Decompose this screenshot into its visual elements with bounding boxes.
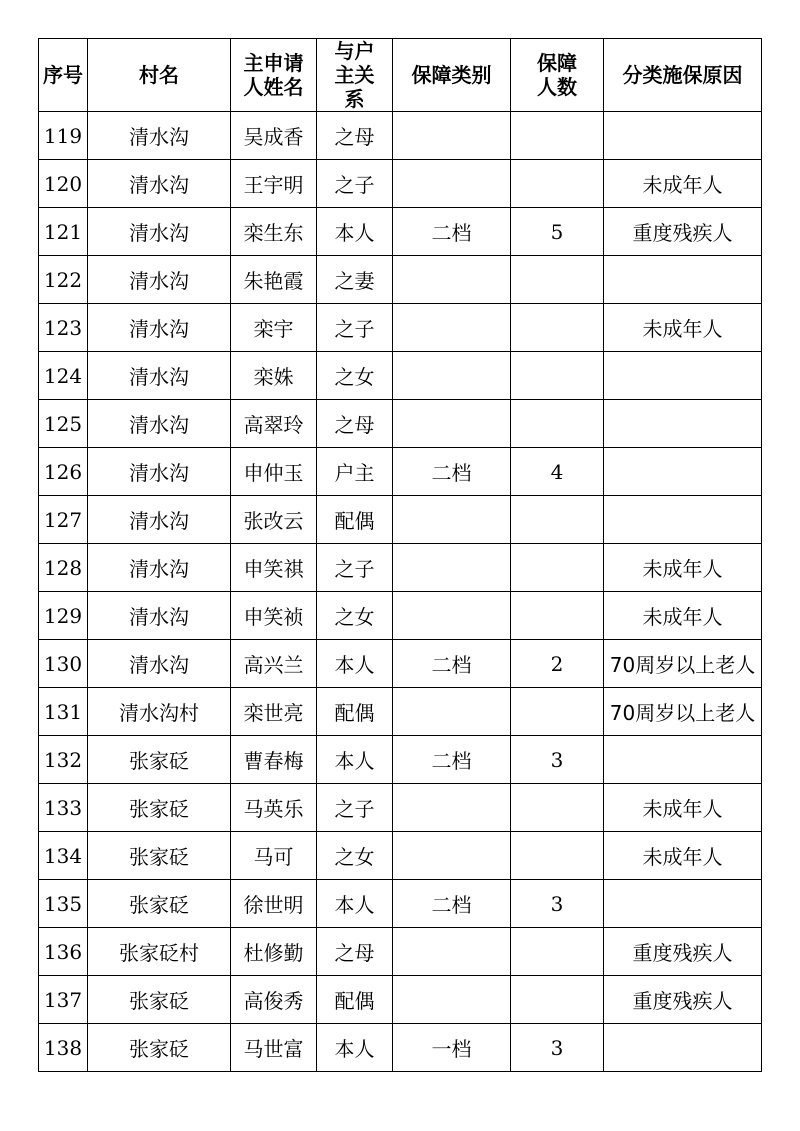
cell-applicant: 栾姝	[231, 352, 317, 400]
cell-relation: 之母	[317, 928, 393, 976]
header-index: 序号	[39, 39, 88, 112]
cell-relation: 本人	[317, 208, 393, 256]
cell-relation: 配偶	[317, 976, 393, 1024]
cell-village: 清水沟	[88, 208, 231, 256]
cell-reason: 重度残疾人	[604, 976, 762, 1024]
cell-reason	[604, 496, 762, 544]
cell-village: 清水沟	[88, 400, 231, 448]
cell-applicant: 申仲玉	[231, 448, 317, 496]
cell-count	[511, 928, 604, 976]
cell-village: 清水沟	[88, 448, 231, 496]
table-row	[39, 304, 762, 352]
table-row	[39, 592, 762, 640]
table-row	[39, 640, 762, 688]
table-row	[39, 688, 762, 736]
cell-index: 119	[39, 112, 88, 160]
header-reason: 分类施保原因	[604, 39, 762, 112]
cell-category: 一档	[393, 1024, 511, 1072]
cell-applicant: 栾宇	[231, 304, 317, 352]
cell-count	[511, 976, 604, 1024]
cell-relation: 本人	[317, 1024, 393, 1072]
cell-village: 张家砭	[88, 1024, 231, 1072]
cell-village: 清水沟	[88, 304, 231, 352]
cell-reason	[604, 352, 762, 400]
cell-applicant: 高俊秀	[231, 976, 317, 1024]
cell-index: 120	[39, 160, 88, 208]
cell-category: 二档	[393, 736, 511, 784]
cell-count	[511, 496, 604, 544]
table-row	[39, 448, 762, 496]
cell-reason: 未成年人	[604, 160, 762, 208]
cell-index: 124	[39, 352, 88, 400]
roster-body	[39, 112, 762, 1072]
cell-relation: 之女	[317, 832, 393, 880]
cell-category	[393, 784, 511, 832]
cell-category	[393, 400, 511, 448]
cell-village: 清水沟	[88, 544, 231, 592]
cell-reason: 未成年人	[604, 592, 762, 640]
cell-village: 清水沟	[88, 112, 231, 160]
cell-count	[511, 352, 604, 400]
cell-index: 137	[39, 976, 88, 1024]
cell-reason	[604, 256, 762, 304]
cell-applicant: 杜修勤	[231, 928, 317, 976]
cell-index: 131	[39, 688, 88, 736]
cell-index: 125	[39, 400, 88, 448]
cell-category	[393, 160, 511, 208]
table-row	[39, 928, 762, 976]
cell-category	[393, 592, 511, 640]
cell-index: 135	[39, 880, 88, 928]
cell-relation: 本人	[317, 736, 393, 784]
cell-category	[393, 832, 511, 880]
cell-count	[511, 544, 604, 592]
cell-village: 清水沟	[88, 640, 231, 688]
cell-index: 122	[39, 256, 88, 304]
cell-reason: 70周岁以上老人	[604, 688, 762, 736]
header-relation: 与户主关系	[317, 39, 393, 112]
cell-reason: 70周岁以上老人	[604, 640, 762, 688]
cell-reason: 重度残疾人	[604, 928, 762, 976]
cell-village: 张家砭	[88, 784, 231, 832]
cell-reason	[604, 736, 762, 784]
cell-reason	[604, 880, 762, 928]
cell-category: 二档	[393, 208, 511, 256]
cell-category: 二档	[393, 640, 511, 688]
cell-applicant: 马世富	[231, 1024, 317, 1072]
cell-village: 张家砭	[88, 736, 231, 784]
cell-count	[511, 160, 604, 208]
table-row	[39, 208, 762, 256]
cell-index: 138	[39, 1024, 88, 1072]
cell-village: 张家砭	[88, 832, 231, 880]
cell-relation: 之子	[317, 784, 393, 832]
cell-village: 清水沟	[88, 352, 231, 400]
table-row	[39, 832, 762, 880]
table-row	[39, 736, 762, 784]
cell-reason	[604, 448, 762, 496]
table-row	[39, 784, 762, 832]
cell-applicant: 吴成香	[231, 112, 317, 160]
cell-reason	[604, 1024, 762, 1072]
cell-applicant: 徐世明	[231, 880, 317, 928]
cell-count: 4	[511, 448, 604, 496]
cell-category: 二档	[393, 880, 511, 928]
table-row	[39, 112, 762, 160]
cell-count	[511, 112, 604, 160]
table-row	[39, 400, 762, 448]
table-row	[39, 496, 762, 544]
header-count: 保障人数	[511, 39, 604, 112]
table-row	[39, 880, 762, 928]
cell-count: 3	[511, 736, 604, 784]
cell-category	[393, 688, 511, 736]
header-village: 村名	[88, 39, 231, 112]
table-row	[39, 160, 762, 208]
cell-count	[511, 400, 604, 448]
table-row	[39, 1024, 762, 1072]
cell-reason: 未成年人	[604, 784, 762, 832]
cell-relation: 户主	[317, 448, 393, 496]
cell-village: 清水沟	[88, 256, 231, 304]
cell-village: 清水沟村	[88, 688, 231, 736]
cell-applicant: 张改云	[231, 496, 317, 544]
cell-applicant: 马可	[231, 832, 317, 880]
cell-relation: 之女	[317, 352, 393, 400]
cell-reason: 重度残疾人	[604, 208, 762, 256]
cell-village: 清水沟	[88, 592, 231, 640]
header-row	[39, 39, 762, 112]
table-row	[39, 544, 762, 592]
cell-index: 123	[39, 304, 88, 352]
cell-applicant: 朱艳霞	[231, 256, 317, 304]
cell-category	[393, 544, 511, 592]
cell-category: 二档	[393, 448, 511, 496]
cell-count	[511, 784, 604, 832]
cell-relation: 之母	[317, 400, 393, 448]
cell-category	[393, 352, 511, 400]
table-row	[39, 352, 762, 400]
cell-category	[393, 256, 511, 304]
cell-applicant: 曹春梅	[231, 736, 317, 784]
cell-count	[511, 592, 604, 640]
cell-category	[393, 928, 511, 976]
cell-count: 3	[511, 880, 604, 928]
cell-village: 清水沟	[88, 496, 231, 544]
cell-village: 张家砭	[88, 880, 231, 928]
cell-reason: 未成年人	[604, 544, 762, 592]
cell-relation: 之子	[317, 160, 393, 208]
cell-index: 130	[39, 640, 88, 688]
cell-count: 3	[511, 1024, 604, 1072]
header-applicant: 主申请人姓名	[231, 39, 317, 112]
cell-index: 121	[39, 208, 88, 256]
cell-index: 127	[39, 496, 88, 544]
cell-relation: 配偶	[317, 688, 393, 736]
cell-relation: 之子	[317, 544, 393, 592]
cell-applicant: 申笑祺	[231, 544, 317, 592]
cell-index: 134	[39, 832, 88, 880]
cell-count	[511, 688, 604, 736]
cell-index: 128	[39, 544, 88, 592]
cell-count: 2	[511, 640, 604, 688]
cell-relation: 本人	[317, 640, 393, 688]
header-category: 保障类别	[393, 39, 511, 112]
cell-relation: 配偶	[317, 496, 393, 544]
cell-reason: 未成年人	[604, 832, 762, 880]
cell-index: 133	[39, 784, 88, 832]
cell-relation: 之女	[317, 592, 393, 640]
cell-index: 126	[39, 448, 88, 496]
cell-applicant: 申笑祯	[231, 592, 317, 640]
cell-count	[511, 304, 604, 352]
cell-index: 132	[39, 736, 88, 784]
cell-category	[393, 496, 511, 544]
cell-applicant: 马英乐	[231, 784, 317, 832]
cell-count	[511, 256, 604, 304]
cell-index: 129	[39, 592, 88, 640]
cell-village: 清水沟	[88, 160, 231, 208]
table-row	[39, 256, 762, 304]
cell-count: 5	[511, 208, 604, 256]
cell-applicant: 高翠玲	[231, 400, 317, 448]
cell-category	[393, 976, 511, 1024]
cell-applicant: 栾世亮	[231, 688, 317, 736]
cell-relation: 之子	[317, 304, 393, 352]
cell-relation: 本人	[317, 880, 393, 928]
cell-reason	[604, 112, 762, 160]
cell-category	[393, 304, 511, 352]
cell-applicant: 高兴兰	[231, 640, 317, 688]
cell-applicant: 王宇明	[231, 160, 317, 208]
table-row	[39, 976, 762, 1024]
cell-reason: 未成年人	[604, 304, 762, 352]
roster-table	[38, 38, 762, 1072]
cell-category	[393, 112, 511, 160]
cell-village: 张家砭村	[88, 928, 231, 976]
cell-index: 136	[39, 928, 88, 976]
cell-count	[511, 832, 604, 880]
cell-relation: 之母	[317, 112, 393, 160]
cell-village: 张家砭	[88, 976, 231, 1024]
cell-reason	[604, 400, 762, 448]
cell-relation: 之妻	[317, 256, 393, 304]
cell-applicant: 栾生东	[231, 208, 317, 256]
